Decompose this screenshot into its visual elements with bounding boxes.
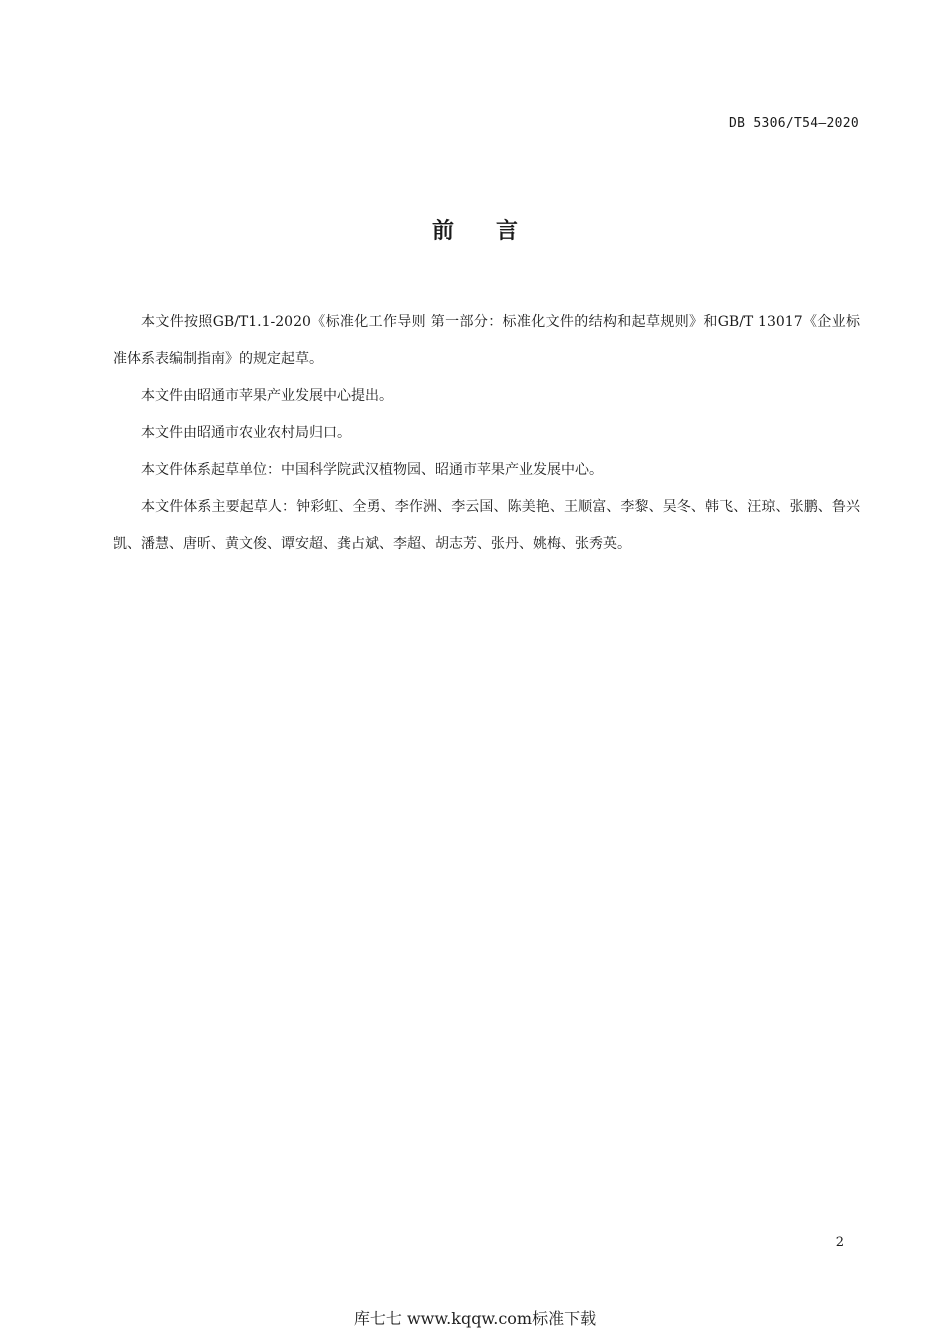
paragraph-drafting-units: 本文件体系起草单位：中国科学院武汉植物园、昭通市苹果产业发展中心。 [141, 462, 603, 478]
document-code: DB 5306/T54—2020 [728, 116, 859, 131]
paragraph-drafting-basis: 本文件按照GB/T1.1-2020《标准化工作导则 第一部分：标准化文件的结构和起草规则》和GB/T 13017《企业标准体系表编制指南》的规定起草。 [113, 314, 860, 367]
page-title: 前言 [431, 219, 560, 244]
paragraph-centralized-by: 本文件由昭通市农业农村局归口。 [141, 425, 351, 441]
page-number: 2 [835, 1235, 844, 1250]
paragraph-proposer: 本文件由昭通市苹果产业发展中心提出。 [141, 388, 393, 404]
watermark-text: 库七七 www.kqqw.com标准下载 [353, 1309, 597, 1328]
paragraph-drafters: 本文件体系主要起草人：钟彩虹、全勇、李作洲、李云国、陈美艳、王顺富、李黎、吴冬、韩飞、汪琼、张鹏、鲁兴凯、潘慧、唐昕、黄文俊、谭安超、龚占斌、李超、胡志芳、张丹、姚梅、张秀英。 [113, 499, 860, 552]
foreword-body [113, 304, 860, 563]
